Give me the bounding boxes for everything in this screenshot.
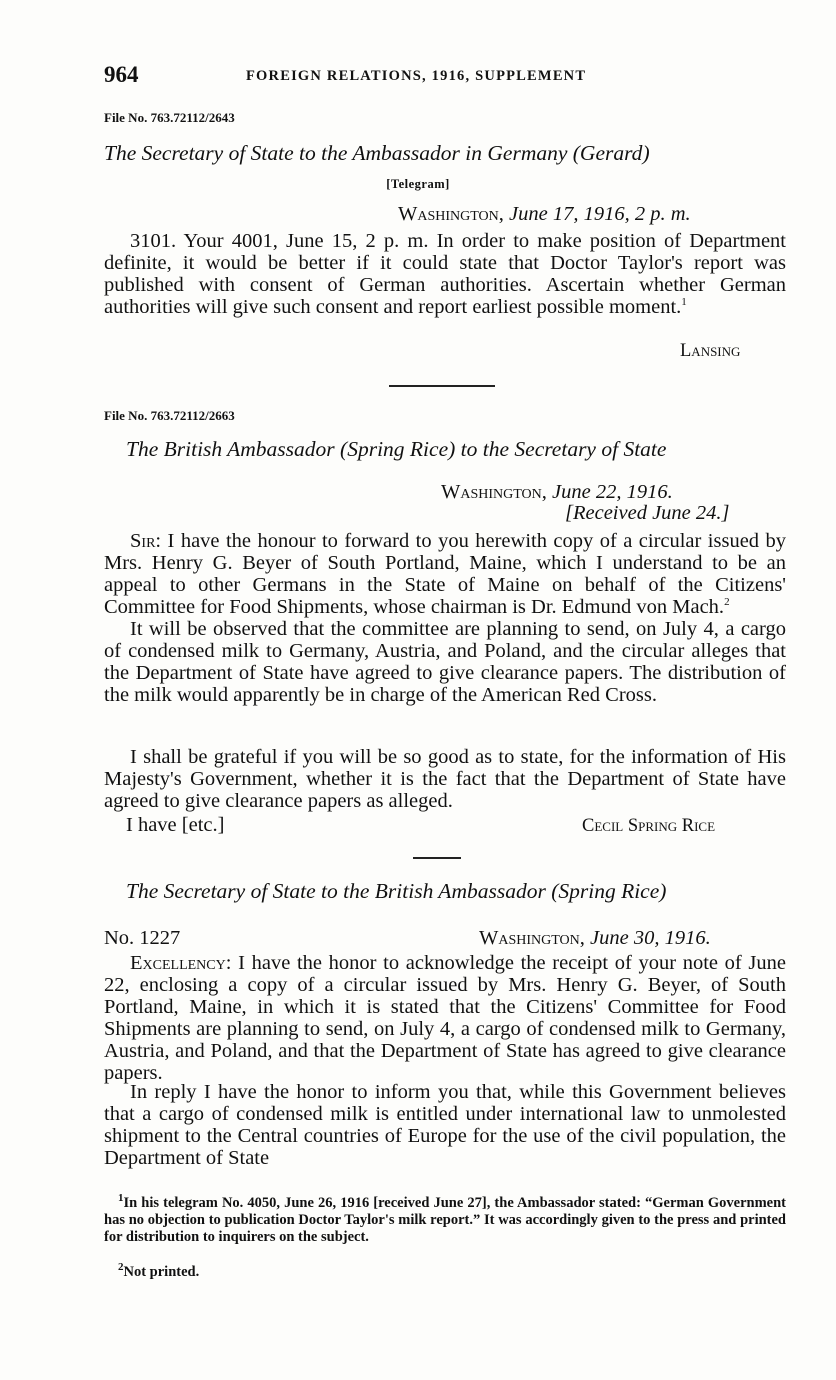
body-text: 3101. Your 4001, June 15, 2 p. m. In order to make position of Department definite, it would be better if it could state that Doctor Taylor's report was published with consent of German authorities. Ascertain whether German authorities will give such consent and report earliest possible moment.	[104, 230, 786, 318]
telegram-tag: [Telegram]	[386, 177, 450, 191]
section-divider	[413, 857, 461, 859]
paragraph-text: : I have the honor to acknowledge the receipt of your note of June 22, enclosing a copy of a circular issued by Mrs. Henry G. Beyer, of South Portland, Maine, in which it is stated that the Citizens' Committee for Food Shipments are planning to send, on July 4, a cargo of condensed milk to Germany, Austria, and Poland, and that the Department of State has agreed to give clearance papers.	[104, 952, 786, 1084]
closing: I have [etc.]	[126, 814, 225, 836]
dateline: Washington, June 30, 1916.	[479, 927, 711, 949]
title-text: The Secretary of State to the Ambassador in Germany (	[104, 141, 580, 165]
document-title	[126, 879, 808, 904]
footnote-separator	[104, 1188, 786, 1189]
title-text: The Secretary of State to the British Ambassador (	[126, 879, 559, 903]
title-name: Gerard	[579, 141, 643, 165]
title-close: )	[642, 141, 650, 165]
salutation: Sir	[130, 530, 156, 552]
footnote	[104, 1261, 786, 1281]
footnote-ref: 2	[724, 596, 730, 609]
letter-paragraph	[104, 952, 786, 1084]
letter-number: No. 1227	[104, 927, 181, 949]
date-place: Washington	[398, 203, 499, 225]
date-text: June 17, 1916, 2 p. m.	[509, 203, 691, 225]
received-date: [Received June 24.]	[565, 502, 730, 524]
title-text: The British Ambassador (	[126, 437, 348, 461]
signature: Cecil Spring Rice	[582, 816, 716, 836]
running-title: FOREIGN RELATIONS, 1916, SUPPLEMENT	[246, 68, 587, 84]
footnote-mark: 1	[118, 1192, 124, 1205]
date-text: June 22, 1916.	[552, 481, 673, 503]
page-header	[104, 62, 786, 92]
date-place: Washington	[441, 481, 542, 503]
title-close: )	[659, 879, 667, 903]
page-number: 964	[104, 62, 139, 87]
paragraph-text: : I have the honour to forward to you herewith copy of a circular issued by Mrs. Henry G. Beyer of South Portland, Maine, which I understand to be an appeal to other Germans in the State of Maine on behalf of the Citizens' Committee for Food Shipments, whose chairman is Dr. Edmund von Mach.	[104, 530, 786, 618]
title-name: Spring Rice	[558, 879, 660, 903]
date-place: Washington	[479, 927, 580, 949]
salutation: Excellency	[130, 952, 226, 974]
dateline: Washington, June 22, 1916.	[441, 481, 673, 503]
letter-paragraph	[104, 530, 786, 618]
file-number: File No. 763.72112/2663	[104, 408, 235, 423]
letter-paragraph: It will be observed that the committee are planning to send, on July 4, a cargo of condensed milk to Germany, Austria, and Poland, and the circular alleges that the Department of State have agreed to give clearance papers. The distribution of the milk would apparently be in charge of the American Red Cross.	[104, 618, 786, 706]
document-title	[104, 141, 786, 166]
footnote-text: Not printed.	[123, 1264, 200, 1280]
footnote-ref: 1	[681, 296, 687, 309]
letter-paragraph: I shall be grateful if you will be so good as to state, for the information of His Majesty's Government, whether it is the fact that the Department of State have agreed to give clearance papers as alleged.	[104, 746, 786, 812]
footnote-mark: 2	[118, 1261, 124, 1274]
date-text: June 30, 1916.	[590, 927, 711, 949]
dateline: Washington, June 17, 1916, 2 p. m.	[398, 203, 691, 225]
footnote	[104, 1192, 786, 1246]
section-divider	[389, 385, 495, 387]
title-name: Spring Rice	[347, 437, 449, 461]
file-number: File No. 763.72112/2643	[104, 110, 235, 125]
footnote-text: In his telegram No. 4050, June 26, 1916 [received June 27], the Ambassador stated: “German Government has no objection to publication Doctor Taylor's milk report.” It was accordingly given to the press and printed for distribution to inquirers on the subject.	[104, 1195, 786, 1245]
letter-paragraph: In reply I have the honor to inform you that, while this Government believes that a cargo of condensed milk is entitled under international law to unmolested shipment to the Central countries of Europe for the use of the civil population, the Department of State	[104, 1081, 786, 1169]
title-close: ) to the Secretary of State	[448, 437, 667, 461]
telegram-body	[104, 230, 786, 318]
document-title	[126, 437, 808, 462]
signature: Lansing	[680, 341, 741, 361]
